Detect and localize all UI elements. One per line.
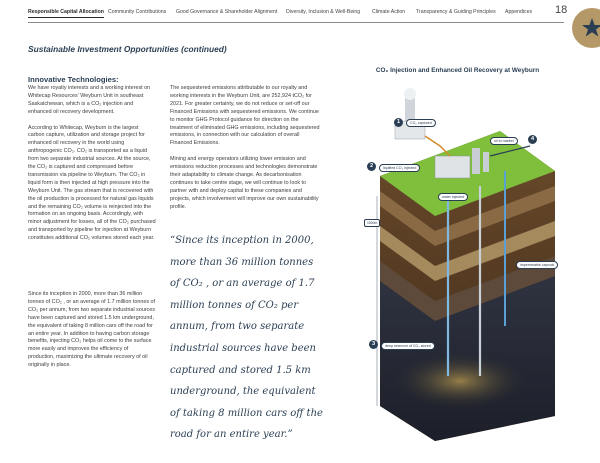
paragraph-weyburn-intro: We have royalty interests and a working interest on Whitecap Resources’ Weyburn Unit in southeast Saskatchewan, which is a CO₂ injection and enhanced oil recovery development. bbox=[28, 85, 151, 115]
paragraph-operators: Mining and energy operators utilizing lower emission and emissions reduction processes and technologies demonstrate their adaptability to climate change. As decarbonisation continues to take centre stage, we will continue to look to partner with and deploy capital to these companies and projects, which involvement will improve our own sustainability profile. bbox=[170, 156, 319, 210]
paragraph-sequestered: The sequestered emissions attributable to our royalty and working interests in the Weyburn Unit, are 252,924 tCO₂ for 2021. For greater certainty, we do not reduce or set-off our Financed Emissions with sequestered emissions. We continue to monitor GHG Protocol guidance for direction on the treatment of eliminated GHG emissions, including sequestered emissions, in connection with our calculation of overall Financed Emissions. bbox=[170, 85, 320, 147]
section-title: Sustainable Investment Opportunities (continued) bbox=[28, 44, 227, 54]
plant-steam bbox=[404, 88, 416, 100]
nav-responsible-capital[interactable]: Responsible Capital Allocation bbox=[28, 9, 104, 15]
step-2-badge: 2 bbox=[367, 162, 376, 171]
callout-oil-to-market: oil to market bbox=[490, 137, 518, 145]
step-4-badge: 4 bbox=[528, 135, 537, 144]
header-divider bbox=[28, 22, 564, 23]
facility-building bbox=[435, 156, 470, 178]
column-left bbox=[28, 85, 156, 243]
nav-diversity[interactable]: Diversity, Inclusion & Well-Being bbox=[286, 9, 361, 15]
nav-appendices[interactable]: Appendices bbox=[505, 9, 533, 15]
step-3-badge: 3 bbox=[369, 340, 378, 349]
co2-pipeline bbox=[425, 136, 450, 156]
facility-tower-2 bbox=[483, 152, 489, 172]
pull-quote: “Since its inception in 2000, more than 36 million tonnes of CO₂ , or an average of 1.7 million tonnes of CO₂ per annum, from two separate industrial sources have been captured and stored 1.5 km underground, the equivalent of taking 8 million cars off the road for an entire year.” bbox=[170, 235, 323, 441]
callout-caprock: impermeable caprock bbox=[516, 261, 558, 269]
nav-governance[interactable]: Good Governance & Shareholder Alignment bbox=[176, 9, 278, 15]
callout-water-injected: water injected bbox=[438, 193, 468, 201]
diagram-title: CO₂ Injection and Enhanced Oil Recovery at Weyburn bbox=[375, 67, 540, 74]
column-left-lower bbox=[28, 291, 156, 370]
facility-tower bbox=[472, 148, 480, 174]
page-number: 18 bbox=[555, 4, 568, 16]
nav-climate[interactable]: Climate Action bbox=[372, 9, 406, 15]
column-right bbox=[170, 85, 322, 211]
paragraph-inception: Since its inception in 2000, more than 36 million tonnes of CO₂ , or an average of 1.7 million tonnes of CO₂ per annum, from two separate industrial sources have been captured and stored 1.5 km underground, the equivalent of taking 8 million cars off the road for an entire year. In addition to having carbon storage benefits, injecting CO₂ helps oil come to the surface more easily and improves the efficiency of production, maximizing the ultimate recovery of oil originally in place. bbox=[28, 291, 156, 369]
star-logo-icon bbox=[570, 0, 600, 50]
eor-diagram bbox=[340, 76, 580, 446]
callout-deep-reservoir: deep reservoir of CO₂ stored bbox=[381, 342, 435, 350]
paragraph-weyburn-process: According to Whitecap, Weyburn is the largest carbon capture, utilization and storage project for enhanced oil recovery in the world using anthropogenic CO₂. CO₂ is transported as a liquid from two separate industrial sources. At the source, the CO₂ is captured and compressed before transmission via pipeline to Weyburn. The CO₂ in liquid form is then injected at high pressure into the Weyburn Unit. The gas stream that is recovered with the oil production is processed for natural gas liquids and the remaining CO₂ volume is reinjected into the formation on an ongoing basis. Accordingly, with minor adjustment for losses, all of the CO₂ purchased and transported by pipeline for injection at Weyburn constitutes additional CO₂ volumes stored each year. bbox=[28, 124, 156, 242]
callout-co2-captured: CO₂ captured bbox=[406, 119, 436, 127]
step-1-badge: 1 bbox=[394, 118, 403, 127]
depth-label: 1500m bbox=[364, 219, 380, 227]
callout-co2-injected: liquified CO₂ injected bbox=[379, 164, 420, 172]
nav-community[interactable]: Community Contributions bbox=[108, 9, 167, 15]
innovative-technologies-heading: Innovative Technologies: bbox=[28, 75, 119, 84]
nav-transparency[interactable]: Transparency & Guiding Principles bbox=[416, 9, 496, 15]
reservoir-glow bbox=[390, 351, 530, 411]
